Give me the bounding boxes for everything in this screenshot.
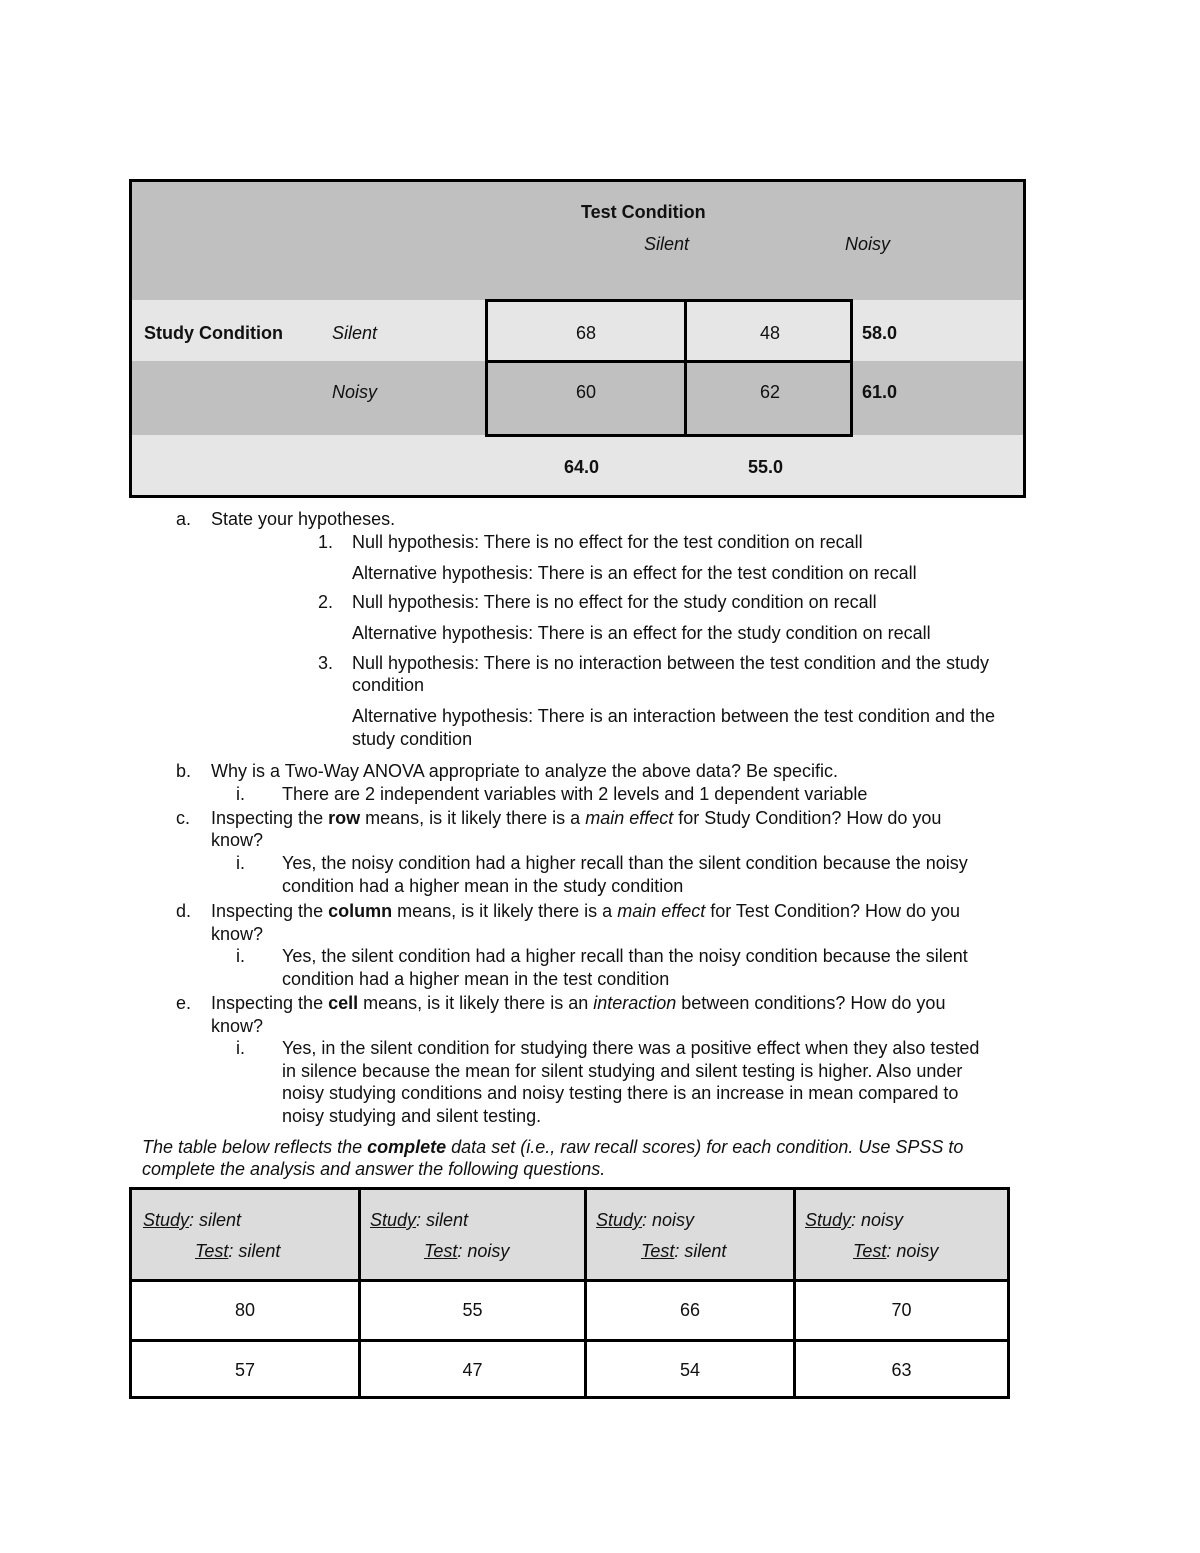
answer-c-l2: condition had a higher mean in the study condition: [282, 876, 684, 896]
score-r1-c3: 66: [679, 1300, 701, 1320]
question-b: Why is a Two-Way ANOVA appropriate to analyze the above data? Be specific.: [211, 761, 838, 781]
answer-e-l2: in silence because the mean for silent studying and silent testing is higher. Also under: [282, 1061, 963, 1081]
score-r2-c4: 63: [891, 1360, 912, 1380]
hyp-3-alt-l1: Alternative hypothesis: There is an interaction between the test condition and the: [352, 706, 996, 726]
answer-e-marker: i.: [236, 1038, 245, 1058]
header-col4-study: Study: noisy: [805, 1210, 904, 1230]
grid-divider-vertical: [684, 302, 687, 434]
hyp-3-null-l2: condition: [352, 675, 425, 695]
answer-c-marker: i.: [236, 853, 245, 873]
score-r1-c1: 80: [234, 1300, 256, 1320]
raw-table-header-band: [132, 1190, 1007, 1279]
answer-c-l1: Yes, the noisy condition had a higher recall than the silent condition because the noisy: [282, 853, 968, 873]
col-header-silent: Silent: [644, 234, 690, 254]
col-mean-silent: 64.0: [564, 457, 600, 477]
marker-a: a.: [176, 509, 192, 529]
cell-silent-noisy: 48: [759, 323, 781, 343]
study-condition-label: Study Condition: [144, 323, 283, 343]
score-r2-c1: 57: [234, 1360, 256, 1380]
cell-noisy-silent: 60: [575, 382, 597, 402]
answer-d-l2: condition had a higher mean in the test condition: [282, 969, 670, 989]
test-condition-title: Test Condition: [581, 202, 706, 222]
row-mean-noisy: 61.0: [862, 382, 898, 402]
row-label-noisy: Noisy: [332, 382, 378, 402]
col-mean-noisy: 55.0: [748, 457, 784, 477]
question-c-l2: know?: [211, 830, 264, 850]
hyp-3-null-l1: Null hypothesis: There is no interaction between the test condition and the study: [352, 653, 990, 673]
answer-b-marker: i.: [236, 784, 245, 804]
intro-text: The table below reflects the complete data set (i.e., raw recall scores) for each condition. Use SPSS to: [142, 1137, 964, 1157]
header-col2-test: Test: noisy: [424, 1241, 510, 1261]
answer-e-l1: Yes, in the silent condition for studying there was a positive effect when they also tested: [282, 1038, 980, 1058]
marker-c: c.: [176, 808, 191, 828]
hyp-2-null: Null hypothesis: There is no effect for the study condition on recall: [352, 592, 877, 612]
hyp-3-num: 3.: [318, 653, 334, 673]
header-col2-study: Study: silent: [370, 1210, 469, 1230]
hyp-2-alt: Alternative hypothesis: There is an effect for the study condition on recall: [352, 623, 931, 643]
col-header-noisy: Noisy: [845, 234, 891, 254]
raw-scores-table: [129, 1187, 1010, 1399]
hyp-3-alt-l2: study condition: [352, 729, 473, 749]
marker-e: e.: [176, 993, 192, 1013]
hyp-1-alt: Alternative hypothesis: There is an effect for the test condition on recall: [352, 563, 917, 583]
question-d: Inspecting the column means, is it likely there is a main effect for Test Condition? How do you: [211, 901, 961, 921]
intro-text-l2: complete the analysis and answer the following questions.: [142, 1159, 606, 1179]
row-label-silent: Silent: [332, 323, 378, 343]
marker-d: d.: [176, 901, 192, 921]
answer-d-marker: i.: [236, 946, 245, 966]
answer-e-l3: noisy studying conditions and noisy testing there is an increase in mean compared to: [282, 1083, 959, 1103]
answer-d-l1: Yes, the silent condition had a higher recall than the noisy condition because the silent: [282, 946, 968, 966]
score-r1-c4: 70: [891, 1300, 912, 1320]
grid-divider-horizontal: [488, 360, 850, 363]
question-e-l2: know?: [211, 1016, 264, 1036]
row-mean-silent: 58.0: [862, 323, 898, 343]
score-r2-c2: 47: [462, 1360, 483, 1380]
answer-e-l4: noisy studying and silent testing.: [282, 1106, 542, 1126]
score-r2-c3: 54: [679, 1360, 701, 1380]
row-divider-2: [132, 1339, 1007, 1342]
hyp-2-num: 2.: [318, 592, 334, 612]
score-r1-c2: 55: [462, 1300, 483, 1320]
header-col1-test: Test: silent: [195, 1241, 281, 1261]
header-col1-study: Study: silent: [143, 1210, 242, 1230]
answer-b: There are 2 independent variables with 2 levels and 1 dependent variable: [282, 784, 868, 804]
header-col3-study: Study: noisy: [596, 1210, 695, 1230]
question-a: State your hypotheses.: [211, 509, 396, 529]
question-c: Inspecting the row means, is it likely there is a main effect for Study Condition? How do you: [211, 808, 942, 828]
row-divider-1: [132, 1279, 1007, 1282]
cell-noisy-noisy: 62: [759, 382, 781, 402]
header-col3-test: Test: silent: [641, 1241, 727, 1261]
question-e: Inspecting the cell means, is it likely there is an interaction between conditions? How do you: [211, 993, 946, 1013]
hyp-1-num: 1.: [318, 532, 334, 552]
marker-b: b.: [176, 761, 192, 781]
header-col4-test: Test: noisy: [853, 1241, 939, 1261]
cell-means-grid: [485, 299, 853, 437]
hyp-1-null: Null hypothesis: There is no effect for the test condition on recall: [352, 532, 863, 552]
cell-silent-silent: 68: [575, 323, 597, 343]
means-table: [129, 179, 1026, 498]
question-d-l2: know?: [211, 924, 264, 944]
